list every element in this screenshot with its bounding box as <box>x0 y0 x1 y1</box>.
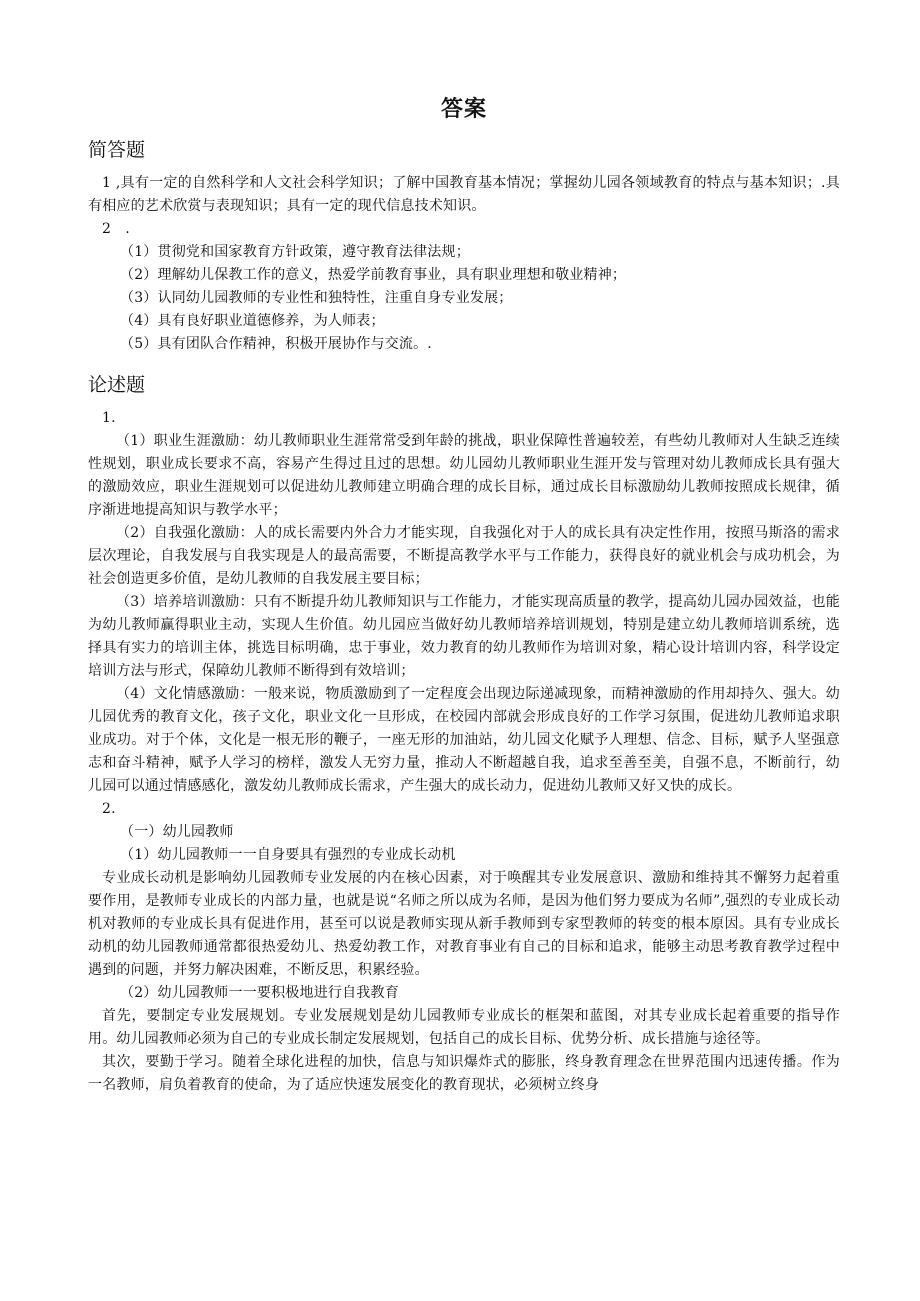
short-answer-1: 1 ,具有一定的自然科学和人文社会科学知识；了解中国教育基本情况；掌握幼儿园各领域教育的特点与基本知识；.具有相应的艺术欣赏与表现知识；具有一定的现代信息技术知识。 <box>88 175 840 214</box>
essay-1-paragraph: （3）培养培训激励：只有不断提升幼儿教师知识与工作能力，才能实现高质量的教学，提高幼儿园办园效益，也能为幼儿教师赢得职业主动，实现人生价值。幼儿园应当做好幼儿教师培养培训规划，特别是建立幼儿教师培训系统，选择具有实力的培训主体，挑选目标明确，忠于事业，效力教育的幼儿教师作为培训对象，精心设计培训内容，科学设定培训方法与形式，保障幼儿教师不断得到有效培训； <box>88 594 840 679</box>
short-answer-2-number: 2 . <box>102 221 130 237</box>
essay-2-point-2-body: 其次，要勤于学习。随着全球化进程的加快，信息与知识爆炸式的膨胀，终身教育理念在世界范围内迅速传播。作为一名教师，肩负着教育的使命，为了适应快速发展变化的教育现状，必须树立终身 <box>88 1054 840 1093</box>
short-answer-2-item: （4）具有良好职业道德修养，为人师表； <box>120 313 385 329</box>
essay-2-point-2-heading: （2）幼儿园教师一一要积极地进行自我教育 <box>120 985 399 1001</box>
essay-2-subheading: （一）幼儿园教师 <box>120 824 234 840</box>
page-title: 答案 <box>440 97 487 122</box>
essay-2-point-2-body: 首先，要制定专业发展规划。专业发展规划是幼儿园教师专业成长的框架和蓝图，对其专业成长起着重要的指导作用。幼儿园教师必须为自己的专业成长制定发展规划，包括自己的成长目标、优势分析、成长措施与途径等。 <box>88 1008 840 1047</box>
section-heading-essay: 论述题 <box>88 374 146 396</box>
essay-2-number: 2. <box>102 801 116 817</box>
short-answer-2-item: （5）具有团队合作精神，积极开展协作与交流。. <box>120 336 432 352</box>
short-answer-2-item: （1）贯彻党和国家教育方针政策，遵守教育法律法规； <box>120 244 470 260</box>
short-answer-2-item: （3）认同幼儿园教师的专业性和独特性，注重自身专业发展； <box>120 290 513 306</box>
section-heading-short-answer: 简答题 <box>88 139 146 161</box>
essay-1-paragraph: （1）职业生涯激励：幼儿教师职业生涯常常受到年龄的挑战，职业保障性普遍较差，有些幼儿教师对人生缺乏连续性规划，职业成长要求不高，容易产生得过且过的思想。幼儿园幼儿教师职业生涯开发与管理对幼儿教师成长具有强大的激励效应，职业生涯规划可以促进幼儿教师建立明确合理的成长目标，通过成长目标激励幼儿教师按照成长规律，循序渐进地提高知识与教学水平； <box>88 433 840 518</box>
essay-1-paragraph: （4）文化情感激励：一般来说，物质激励到了一定程度会出现边际递减现象，而精神激励的作用却持久、强大。幼儿园优秀的教育文化，孩子文化，职业文化一旦形成，在校园内部就会形成良好的工作学习氛围，促进幼儿教师追求职业成功。对于个体，文化是一根无形的鞭子，一座无形的加油站，幼儿园文化赋予人理想、信念、目标，赋予人坚强意志和奋斗精神，赋予人学习的榜样，激发人无穷力量，推动人不断超越自我，追求至善至美，自强不息，不断前行，幼儿园可以通过情感感化，激发幼儿教师成长需求，产生强大的成长动力，促进幼儿教师又好又快的成长。 <box>88 686 840 794</box>
essay-2-point-1-heading: （1）幼儿园教师一一自身要具有强烈的专业成长动机 <box>120 847 456 863</box>
essay-1-number: 1. <box>102 410 116 426</box>
answer-document <box>88 92 840 1097</box>
essay-2-point-1-body: 专业成长动机是影响幼儿园教师专业发展的内在核心因素，对于唤醒其专业发展意识、激励和维持其不懈努力起着重要作用，是教师专业成长的内部力量，也就是说“名师之所以成为名师，是因为他们努力要成为名师”,强烈的专业成长动机对教师的专业成长具有促进作用，甚至可以说是教师实现从新手教师到专家型教师的转变的根本原因。具有专业成长动机的幼儿园教师通常都很热爱幼儿、热爱幼教工作，对教育事业有自己的目标和追求，能够主动思考教育教学过程中遇到的问题，并努力解决困难，不断反思，积累经验。 <box>88 870 840 978</box>
essay-1-paragraph: （2）自我强化激励：人的成长需要内外合力才能实现，自我强化对于人的成长具有决定性作用，按照马斯洛的需求层次理论，自我发展与自我实现是人的最高需要，不断提高教学水平与工作能力，获得良好的就业机会与成功机会，为社会创造更多价值，是幼儿教师的自我发展主要目标； <box>88 525 840 587</box>
short-answer-2-item: （2）理解幼儿保教工作的意义，热爱学前教育事业，具有职业理想和敬业精神； <box>120 267 627 283</box>
